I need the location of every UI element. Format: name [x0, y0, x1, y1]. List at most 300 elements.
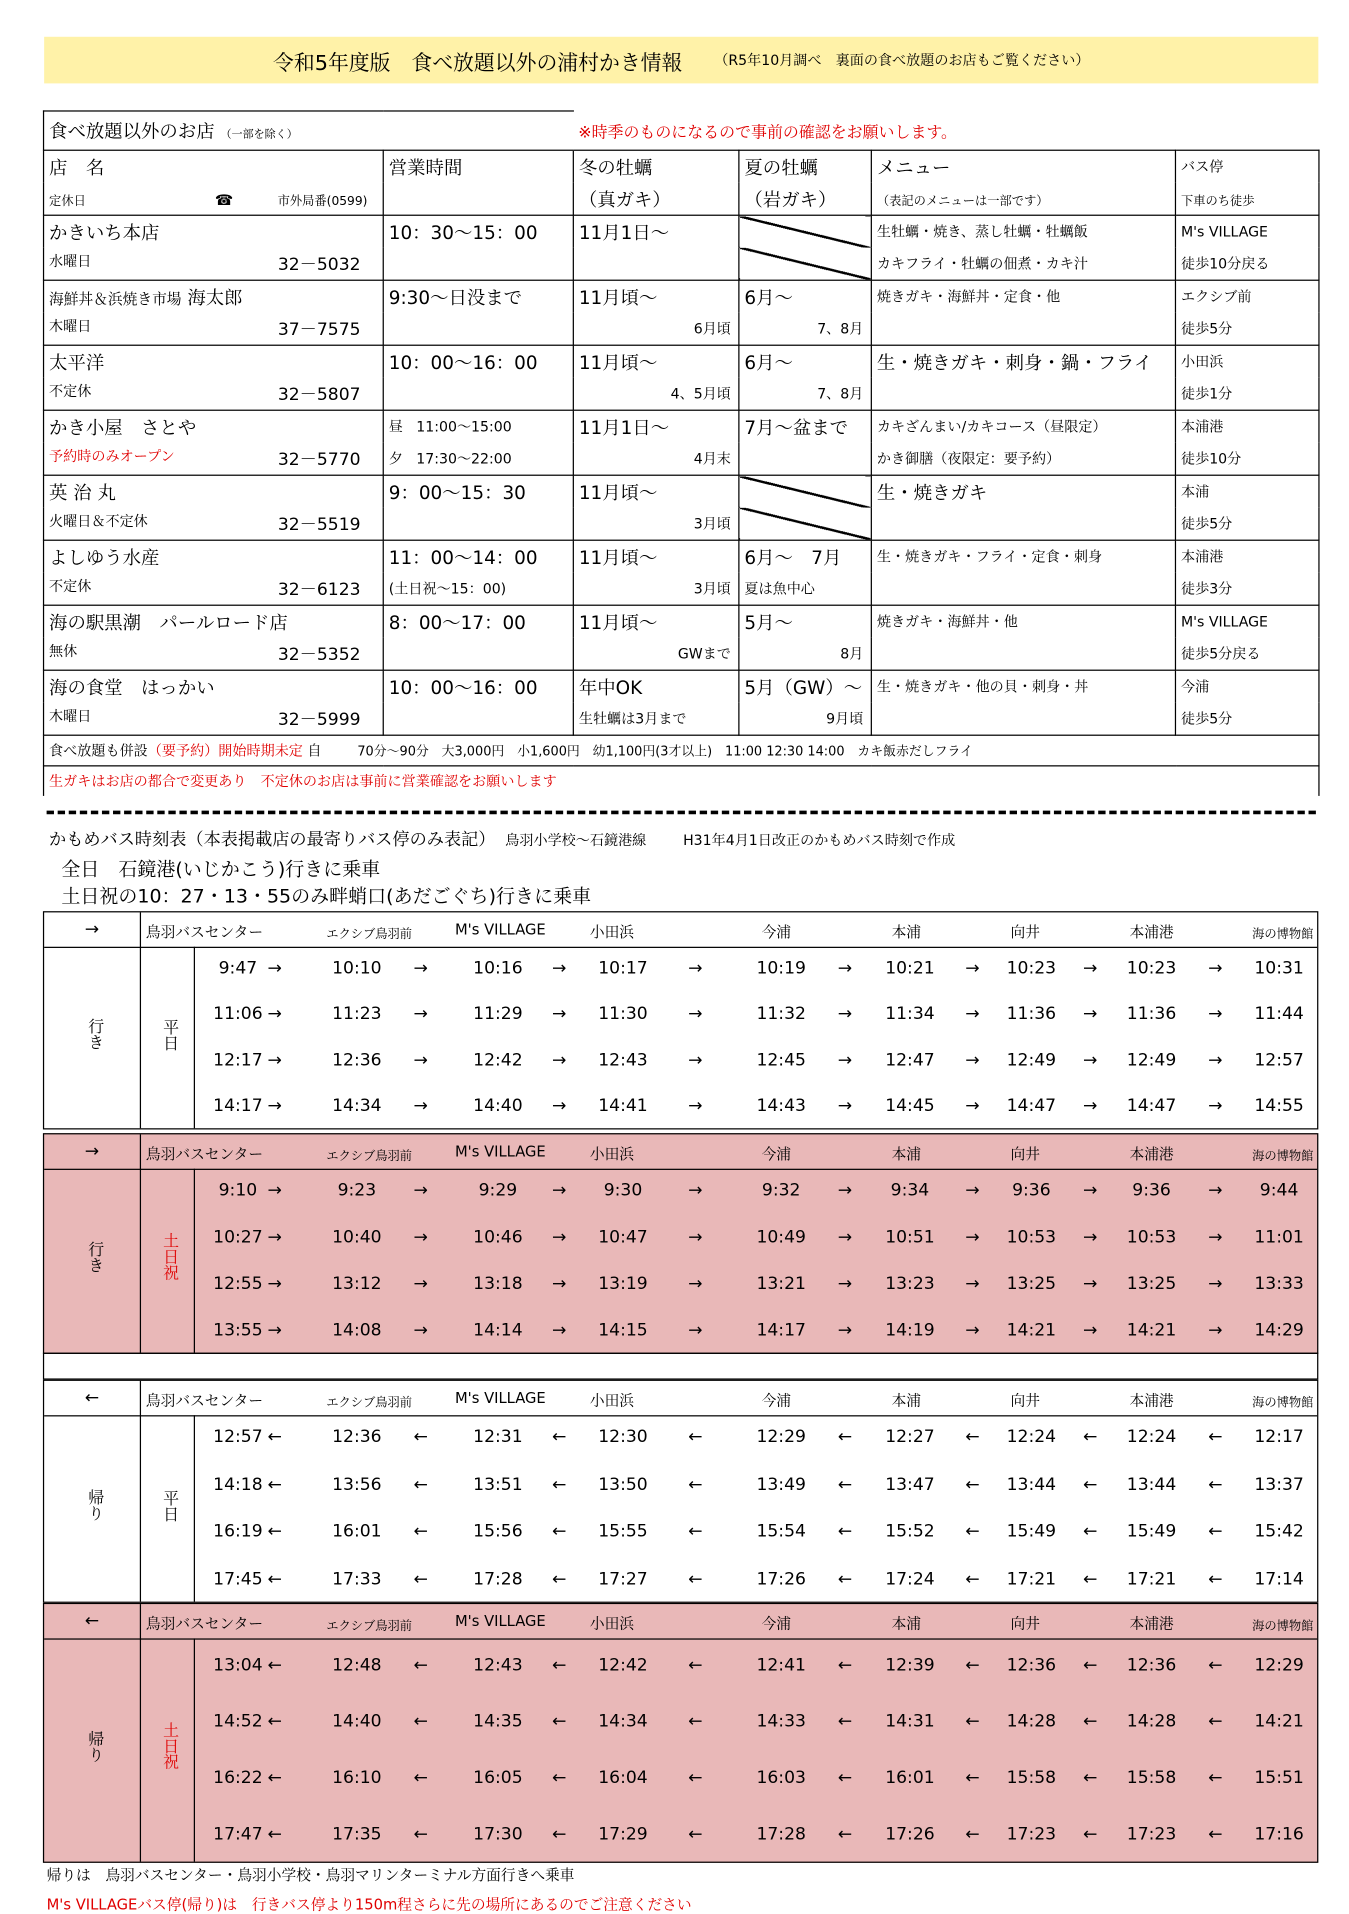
- shop-hours: 昼 11:00～15:00: [383, 410, 573, 442]
- departure-time: 10:16: [473, 958, 523, 979]
- departure-time: 10:23: [1126, 958, 1177, 979]
- arrow-icon: ←: [552, 1768, 567, 1789]
- arrow-icon: →: [965, 1050, 980, 1071]
- survey-note: （R5年10月調べ 裏面の食べ放題のお店もご覧ください）: [714, 51, 1090, 69]
- arrow-icon: →: [965, 1320, 980, 1341]
- shop-menu: 焼きガキ・海鮮丼・他: [871, 605, 1175, 637]
- bus-stop: 本浦港: [1175, 410, 1319, 442]
- departure-time: 11:30: [598, 1004, 648, 1025]
- departure-time: 14:14: [473, 1320, 523, 1341]
- bus-stop-header: 本浦: [891, 1615, 922, 1633]
- departure-time: 12:24: [1126, 1427, 1177, 1448]
- departure-time: 9:10: [218, 1180, 258, 1201]
- arrow-icon: ←: [413, 1427, 428, 1448]
- arrow-icon: →: [1083, 1274, 1098, 1294]
- arrow-icon: →: [413, 1004, 428, 1025]
- arrow-icon: ←: [267, 1569, 282, 1590]
- arrow-icon: ←: [965, 1522, 980, 1542]
- arrow-icon: ←: [1083, 1824, 1098, 1845]
- bus-stop: M's VILLAGE: [1175, 215, 1319, 247]
- bus-stop-header: 鳥羽バスセンター: [145, 1615, 264, 1633]
- arrow-icon: ←: [837, 1824, 853, 1845]
- summer-oyster-start: 5月（GW）～: [739, 670, 871, 702]
- departure-time: 17:27: [598, 1569, 648, 1590]
- arrow-icon: →: [267, 1180, 282, 1201]
- bus-timetable-title: かもめバス時刻表（本表掲載店の最寄りバス停のみ表記） 鳥羽小学校～石鏡港線 H31年4月1日改正のかもめバス時刻で作成: [49, 830, 956, 850]
- col-header-summer: 夏の牡蠣: [739, 150, 871, 182]
- arrow-icon: →: [837, 1096, 853, 1117]
- departure-time: 12:48: [332, 1655, 382, 1676]
- col-header-hours: 営業時間: [383, 150, 573, 182]
- direction-label: 帰り: [84, 1488, 104, 1521]
- bus-stop-header: 海の博物館: [1252, 1620, 1314, 1634]
- bus-stop: エクシブ前: [1175, 280, 1319, 312]
- shop-hours: 9:30～日没まで: [383, 280, 573, 312]
- arrow-icon: →: [688, 1004, 703, 1025]
- arrow-icon: ←: [965, 1768, 980, 1789]
- shop-name: 海の駅黒潮 パールロード店: [44, 605, 384, 637]
- bus-stop-header: エクシブ鳥羽前: [326, 1620, 413, 1634]
- departure-time: 12:17: [1254, 1427, 1304, 1448]
- arrow-icon: ←: [1208, 1711, 1223, 1732]
- departure-time: 11:29: [473, 1004, 523, 1025]
- arrow-icon: →: [837, 1274, 853, 1294]
- arrow-icon: ←: [1083, 1711, 1098, 1732]
- day-type-label: 平日: [159, 1019, 178, 1051]
- arrow-icon: →: [552, 1050, 567, 1071]
- departure-time: 10:19: [756, 958, 806, 979]
- departure-time: 15:42: [1254, 1522, 1304, 1542]
- shop-holiday-phone: 無休 32－5352: [44, 638, 384, 670]
- arrow-icon: →: [965, 1227, 980, 1248]
- departure-time: 14:18: [213, 1475, 263, 1495]
- departure-time: 13:25: [1126, 1274, 1177, 1294]
- shop-name: 海鮮丼＆浜焼き市場 海太郎: [44, 280, 384, 312]
- arrow-icon: →: [688, 1096, 703, 1117]
- departure-time: 16:03: [756, 1768, 806, 1789]
- summer-oyster-start: 6月～: [739, 345, 871, 377]
- shop-menu: 生・焼きガキ・他の貝・刺身・丼: [871, 670, 1175, 702]
- arrow-icon: ←: [1208, 1569, 1223, 1590]
- arrow-icon: →: [837, 1180, 853, 1201]
- arrow-icon: ←: [413, 1655, 428, 1676]
- arrow-icon: →: [965, 1004, 980, 1025]
- arrow-icon: →: [688, 1227, 703, 1248]
- departure-time: 10:21: [885, 958, 935, 979]
- departure-time: 16:10: [332, 1768, 382, 1789]
- shop-holiday-phone: 水曜日 32－5032: [44, 248, 384, 280]
- arrow-icon: ←: [1083, 1768, 1098, 1789]
- arrow-icon: →: [413, 1096, 428, 1117]
- departure-time: 16:05: [473, 1768, 523, 1789]
- bus-stop-header: 本浦: [891, 1391, 922, 1410]
- shop-menu: 生牡蠣・焼き、蒸し牡蠣・牡蠣飯: [871, 215, 1175, 247]
- arrow-icon: →: [267, 1227, 282, 1248]
- summer-oyster-start: 5月～: [739, 605, 871, 637]
- shop-name: 太平洋: [44, 345, 384, 377]
- bus-stop: 本浦: [1175, 475, 1319, 507]
- bus-stop-header: 今浦: [761, 1615, 792, 1633]
- arrow-icon: ←: [267, 1768, 282, 1789]
- arrow-icon: ←: [965, 1711, 980, 1732]
- arrow-icon: →: [1208, 1180, 1223, 1201]
- departure-time: 11:36: [1006, 1004, 1057, 1025]
- tabehoudai-note: 食べ放題も併設（要予約）開始時期未定 自 70分～90分 大3,000円 小1,600円 幼1,100円(3才以上) 11:00 12:30 14:00 カキ飯赤だしフライ: [44, 735, 1319, 766]
- arrow-icon: →: [1208, 1050, 1223, 1071]
- shop-menu: カキざんまい/カキコース（昼限定）: [871, 410, 1175, 442]
- arrow-icon: →: [1083, 1320, 1098, 1341]
- departure-time: 11:01: [1254, 1227, 1304, 1248]
- day-type-label: 平日: [159, 1490, 178, 1522]
- arrow-icon: →: [413, 1050, 428, 1071]
- summer-oyster-start: [739, 475, 871, 507]
- timetable-separator: [43, 1353, 1318, 1380]
- departure-time: 12:17: [213, 1050, 263, 1071]
- departure-time: 16:01: [332, 1522, 382, 1542]
- bus-timetable-return-weekday: [43, 1380, 1318, 1603]
- winter-oyster-start: 11月頃～: [573, 475, 739, 507]
- bus-stop-header: エクシブ鳥羽前: [326, 928, 413, 942]
- departure-time: 10:53: [1126, 1227, 1177, 1248]
- arrow-icon: ←: [688, 1768, 703, 1789]
- arrow-icon: →: [552, 1096, 567, 1117]
- bus-instruction-1: 全日 石鏡港(いじかこう)行きに乗車: [61, 858, 381, 881]
- shop-name: よしゆう水産: [44, 540, 384, 572]
- departure-time: 14:21: [1254, 1711, 1304, 1732]
- departure-time: 14:55: [1254, 1096, 1304, 1117]
- arrow-icon: →: [267, 1274, 282, 1294]
- departure-time: 12:55: [213, 1274, 263, 1294]
- bus-stop-header: 鳥羽バスセンター: [145, 1391, 264, 1410]
- arrow-icon: ←: [965, 1655, 980, 1676]
- departure-time: 14:35: [473, 1711, 523, 1732]
- departure-time: 14:17: [756, 1320, 806, 1341]
- arrow-icon: ←: [1208, 1427, 1223, 1448]
- departure-time: 14:21: [1126, 1320, 1177, 1341]
- arrow-icon: →: [1083, 1050, 1098, 1071]
- direction-arrow: →: [84, 919, 100, 940]
- departure-time: 13:25: [1006, 1274, 1057, 1294]
- bus-stop-header: 小田浜: [589, 1145, 635, 1163]
- departure-time: 14:29: [1254, 1320, 1304, 1341]
- arrow-icon: ←: [688, 1711, 703, 1732]
- arrow-icon: ←: [1083, 1475, 1098, 1495]
- departure-time: 10:51: [885, 1227, 935, 1248]
- winter-oyster-start: 年中OK: [573, 670, 739, 702]
- bus-stop: 本浦港: [1175, 540, 1319, 572]
- departure-time: 12:31: [473, 1427, 523, 1448]
- winter-oyster-start: 11月頃～: [573, 605, 739, 637]
- shop-hours: 10：30～15：00: [383, 215, 573, 247]
- departure-time: 10:40: [332, 1227, 382, 1248]
- arrow-icon: ←: [837, 1711, 853, 1732]
- page-title: 令和5年度版 食べ放題以外の浦村かき情報: [272, 50, 683, 76]
- col-header-name: 店 名: [44, 150, 384, 182]
- shop-hours: 8：00～17：00: [383, 605, 573, 637]
- departure-time: 16:22: [213, 1768, 263, 1789]
- departure-time: 15:54: [756, 1522, 806, 1542]
- bus-stop: M's VILLAGE: [1175, 605, 1319, 637]
- arrow-icon: →: [1083, 1227, 1098, 1248]
- departure-time: 13:47: [885, 1475, 935, 1495]
- bus-stop-header: 本浦港: [1129, 1391, 1174, 1410]
- arrow-icon: →: [267, 958, 282, 979]
- departure-time: 17:28: [756, 1824, 806, 1845]
- departure-time: 13:44: [1126, 1475, 1177, 1495]
- arrow-icon: →: [1208, 958, 1223, 979]
- departure-time: 12:49: [1126, 1050, 1177, 1071]
- departure-time: 11:23: [332, 1004, 382, 1025]
- arrow-icon: →: [1208, 1320, 1223, 1341]
- arrow-icon: ←: [1208, 1824, 1223, 1845]
- departure-time: 11:44: [1254, 1004, 1304, 1025]
- departure-time: 14:47: [1126, 1096, 1177, 1117]
- arrow-icon: ←: [965, 1569, 980, 1590]
- arrow-icon: →: [1208, 1227, 1223, 1248]
- departure-time: 14:34: [332, 1096, 382, 1117]
- shop-holiday-phone: 予約時のみオープン 32－5770: [44, 443, 384, 475]
- shop-holiday-phone: 木曜日 37－7575: [44, 313, 384, 345]
- departure-time: 10:10: [332, 958, 382, 979]
- arrow-icon: →: [837, 958, 853, 979]
- arrow-icon: →: [1208, 1004, 1223, 1025]
- bus-stop-header: 海の博物館: [1252, 1396, 1314, 1411]
- bus-stop-header: エクシブ鳥羽前: [326, 1150, 413, 1164]
- arrow-icon: ←: [688, 1475, 703, 1495]
- departure-time: 13:21: [756, 1274, 806, 1294]
- departure-time: 10:27: [213, 1227, 263, 1248]
- departure-time: 15:51: [1254, 1768, 1304, 1789]
- departure-time: 10:49: [756, 1227, 806, 1248]
- departure-time: 13:44: [1006, 1475, 1057, 1495]
- col-header-holiday: 定休日 ☎ 市外局番(0599): [44, 183, 384, 215]
- departure-time: 14:43: [756, 1096, 806, 1117]
- bus-stop-header: 海の博物館: [1252, 928, 1314, 942]
- departure-time: 17:45: [213, 1569, 263, 1590]
- departure-time: 14:33: [756, 1711, 806, 1732]
- departure-time: 13:49: [756, 1475, 806, 1495]
- arrow-icon: ←: [688, 1427, 703, 1448]
- shop-menu: 焼きガキ・海鮮丼・定食・他: [871, 280, 1175, 312]
- bus-stop: 小田浜: [1175, 345, 1319, 377]
- arrow-icon: →: [688, 1320, 703, 1341]
- arrow-icon: ←: [688, 1569, 703, 1590]
- arrow-icon: ←: [413, 1475, 428, 1495]
- departure-time: 14:34: [598, 1711, 648, 1732]
- departure-time: 14:31: [885, 1711, 935, 1732]
- bus-stop: 今浦: [1175, 670, 1319, 702]
- shop-hours: 9：00～15：30: [383, 475, 573, 507]
- arrow-icon: ←: [1083, 1427, 1098, 1448]
- departure-time: 17:21: [1126, 1569, 1177, 1590]
- arrow-icon: ←: [688, 1824, 703, 1845]
- departure-time: 12:39: [885, 1655, 935, 1676]
- arrow-icon: →: [552, 1227, 567, 1248]
- arrow-icon: →: [413, 1227, 428, 1248]
- arrow-icon: ←: [837, 1655, 853, 1676]
- phone-icon: ☎: [214, 190, 234, 208]
- bus-stop-header: 小田浜: [589, 1391, 635, 1410]
- direction-arrow: →: [84, 1141, 100, 1162]
- arrow-icon: ←: [1208, 1768, 1223, 1789]
- bus-stop-header: M's VILLAGE: [454, 1612, 546, 1630]
- arrow-icon: →: [837, 1227, 853, 1248]
- departure-time: 17:33: [332, 1569, 382, 1590]
- bus-stop-header: 向井: [1010, 923, 1040, 941]
- departure-time: 17:23: [1006, 1824, 1057, 1845]
- business-notice: 生ガキはお店の都合で変更あり 不定休のお店は事前に営業確認をお願いします: [44, 766, 1319, 796]
- arrow-icon: →: [965, 958, 980, 979]
- departure-time: 14:21: [1006, 1320, 1057, 1341]
- departure-time: 14:28: [1006, 1711, 1057, 1732]
- departure-time: 12:36: [332, 1427, 382, 1448]
- col-header-winter: 冬の牡蠣: [573, 150, 739, 182]
- bus-stop-header: 本浦: [891, 923, 922, 941]
- shop-hours: 10：00～16：00: [383, 670, 573, 702]
- arrow-icon: →: [413, 958, 428, 979]
- warning-text: ※時季のものになるので事前の確認をお願いします。: [578, 123, 958, 142]
- arrow-icon: ←: [552, 1569, 567, 1590]
- departure-time: 10:47: [598, 1227, 648, 1248]
- arrow-icon: ←: [1083, 1522, 1098, 1542]
- departure-time: 15:55: [598, 1522, 648, 1542]
- arrow-icon: ←: [837, 1569, 853, 1590]
- arrow-icon: ←: [552, 1711, 567, 1732]
- departure-time: 11:34: [885, 1004, 935, 1025]
- day-type-label: 土日祝: [159, 1721, 178, 1770]
- departure-time: 12:24: [1006, 1427, 1057, 1448]
- departure-time: 12:47: [885, 1050, 935, 1071]
- arrow-icon: ←: [965, 1824, 980, 1845]
- arrow-icon: →: [413, 1180, 428, 1201]
- bus-timetable-return-holiday: [43, 1603, 1318, 1863]
- bus-stop-header: 向井: [1010, 1615, 1040, 1633]
- bus-timetable-outbound-holiday: [43, 1133, 1318, 1354]
- departure-time: 13:51: [473, 1475, 523, 1495]
- departure-time: 15:49: [1006, 1522, 1057, 1542]
- arrow-icon: ←: [837, 1768, 853, 1789]
- departure-time: 14:15: [598, 1320, 648, 1341]
- bus-stop-header: 海の博物館: [1252, 1150, 1314, 1164]
- direction-label: 行き: [84, 1241, 104, 1273]
- departure-time: 11:36: [1126, 1004, 1177, 1025]
- winter-oyster-start: 11月1日～: [573, 410, 739, 442]
- arrow-icon: ←: [1208, 1522, 1223, 1542]
- departure-time: 10:23: [1006, 958, 1057, 979]
- departure-time: 14:52: [213, 1711, 263, 1732]
- arrow-icon: ←: [1083, 1569, 1098, 1590]
- arrow-icon: →: [413, 1274, 428, 1294]
- arrow-icon: →: [688, 1180, 703, 1201]
- shop-table: 食べ放題以外のお店 （一部を除く） ※時季のものになるので事前の確認をお願いします。 店 名 営業時間 冬の牡蠣 夏の牡蠣 メニュー バス停 定休日 ☎ 市外局番(0599) （真ガキ） （岩ガキ） （表記のメニューは一部です） 下車のち徒歩 かきいち本店 10：30～15：00 11月1日～ 生牡蠣・焼き、蒸し牡蠣・牡蠣飯 M's VILLAGE 水曜日 32－5032 カキフライ・牡蠣の佃煮・カキ汁 徒歩10分戻る 海鮮丼＆浜焼き市場 海太郎 9:30～日没まで 11月頃～ 6月～ 焼きガキ・海鮮丼・定食・他 エクシブ前 木曜日 37－7575 6月頃 7、8月 徒歩5分 太平洋 10：00～16：00 11月頃～ 6月～ 生・焼きガキ・刺身・鍋・フライ 小田浜 不定休 32－5807 4、5月頃 7、8月 徒歩1分 かき小屋 さとや 昼 11:00～15:00 11月1日～ 7月～盆まで カキざんまい/カキコース（昼限定） 本浦港 予約時のみオープン 32－5770 夕 17:30～22:00 4月末 かき御膳（夜限定：要予約） 徒歩10分 英 治 丸 9：00～15：30 11月頃～ 生・焼きガキ 本浦 火曜日＆不定休 32－5519 3月頃 徒歩5分 よしゆう水産 11：00～14：00 11月頃～ 6月～ 7月 生・焼きガキ・フライ・定食・刺身 本浦港 不定休 32－6123 (土日祝～15：00) 3月頃 夏は魚中心 徒歩3分 海の駅黒潮 パールロード店 8：00～17：00 11月頃～ 5月～ 焼きガキ・海鮮丼・他 M's VILLAGE 無休 32－5352 GWまで 8月 徒歩5分戻る 海の食堂 はっかい 10：00～16：00 年中OK 5月（GW）～ 生・焼きガキ・他の貝・刺身・丼 今浦 木曜日 32－5999 生牡蠣は3月まで 9月頃 徒歩5分 食べ放題も併設（要予約）開始時期未定 自 70分～90分 大3,000円 小1,600円 幼1,100円(3才以上) 11:00 12:30 14:00 カキ飯赤だしフライ 生ガキはお店の都合で変更あり 不定休のお店は事前に営業確認をお願いします: [43, 110, 1320, 796]
- bus-stop-header: 鳥羽バスセンター: [145, 1145, 264, 1163]
- departure-time: 9:30: [603, 1180, 643, 1201]
- direction-label: 行き: [84, 1017, 104, 1050]
- departure-time: 17:47: [213, 1824, 263, 1845]
- departure-time: 14:47: [1006, 1096, 1057, 1117]
- arrow-icon: ←: [413, 1824, 428, 1845]
- arrow-icon: →: [267, 1320, 282, 1341]
- departure-time: 15:49: [1126, 1522, 1177, 1542]
- departure-time: 12:43: [598, 1050, 648, 1071]
- departure-time: 11:32: [756, 1004, 806, 1025]
- bus-stop-header: 本浦港: [1129, 1145, 1174, 1163]
- arrow-icon: →: [552, 1274, 567, 1294]
- departure-time: 9:23: [337, 1180, 377, 1201]
- title-banner: [44, 37, 1318, 84]
- shop-menu: 生・焼きガキ・刺身・鍋・フライ: [871, 345, 1175, 377]
- departure-time: 12:45: [756, 1050, 806, 1071]
- departure-time: 12:49: [1006, 1050, 1057, 1071]
- arrow-icon: ←: [552, 1655, 567, 1676]
- departure-time: 14:28: [1126, 1711, 1177, 1732]
- departure-time: 14:45: [885, 1096, 935, 1117]
- arrow-icon: →: [267, 1096, 282, 1117]
- winter-oyster-start: 11月頃～: [573, 280, 739, 312]
- departure-time: 9:47: [218, 958, 258, 979]
- departure-time: 9:36: [1012, 1180, 1051, 1201]
- arrow-icon: ←: [552, 1522, 567, 1542]
- winter-oyster-start: 11月頃～: [573, 345, 739, 377]
- departure-time: 13:37: [1254, 1475, 1304, 1495]
- arrow-icon: ←: [413, 1522, 428, 1542]
- departure-time: 14:40: [473, 1096, 523, 1117]
- bus-stop-header: 本浦: [891, 1145, 922, 1163]
- col-header-menu: メニュー: [871, 150, 1175, 182]
- shop-holiday-phone: 火曜日＆不定休 32－5519: [44, 508, 384, 540]
- departure-time: 9:34: [890, 1180, 930, 1201]
- shop-holiday-phone: 木曜日 32－5999: [44, 703, 384, 735]
- arrow-icon: →: [688, 1050, 703, 1071]
- arrow-icon: →: [552, 1004, 567, 1025]
- arrow-icon: →: [552, 1180, 567, 1201]
- arrow-icon: →: [1208, 1274, 1223, 1294]
- arrow-icon: →: [267, 1050, 282, 1071]
- direction-label: 帰り: [84, 1730, 104, 1763]
- departure-time: 12:29: [1254, 1655, 1304, 1676]
- shop-holiday-phone: 不定休 32－5807: [44, 378, 384, 410]
- departure-time: 16:04: [598, 1768, 648, 1789]
- summer-oyster-start: 6月～ 7月: [739, 540, 871, 572]
- return-note: 帰りは 鳥羽バスセンター・鳥羽小学校・鳥羽マリンターミナル方面行きへ乗車: [46, 1866, 575, 1884]
- departure-time: 15:52: [885, 1522, 935, 1542]
- departure-time: 9:44: [1259, 1180, 1299, 1201]
- departure-time: 10:17: [598, 958, 648, 979]
- bus-stop-header: 今浦: [761, 923, 792, 941]
- departure-time: 12:30: [598, 1427, 648, 1448]
- shop-name: かきいち本店: [44, 215, 384, 247]
- departure-time: 16:19: [213, 1522, 263, 1542]
- arrow-icon: ←: [552, 1824, 567, 1845]
- bus-stop-header: 小田浜: [589, 1615, 635, 1633]
- shop-hours: 11：00～14：00: [383, 540, 573, 572]
- arrow-icon: ←: [413, 1711, 428, 1732]
- departure-time: 17:30: [473, 1824, 523, 1845]
- direction-arrow: ←: [84, 1611, 100, 1632]
- departure-time: 12:43: [473, 1655, 523, 1676]
- bus-stop-header: 向井: [1010, 1391, 1040, 1410]
- section-title: 食べ放題以外のお店 （一部を除く）: [44, 111, 574, 150]
- arrow-icon: ←: [267, 1824, 282, 1845]
- bus-stop-header: M's VILLAGE: [454, 1389, 546, 1407]
- departure-time: 14:19: [885, 1320, 935, 1341]
- departure-time: 9:32: [761, 1180, 801, 1201]
- arrow-icon: ←: [1083, 1655, 1098, 1676]
- summer-oyster-start: 7月～盆まで: [739, 410, 871, 442]
- shop-hours: 10：00～16：00: [383, 345, 573, 377]
- departure-time: 13:33: [1254, 1274, 1304, 1294]
- departure-time: 13:50: [598, 1475, 648, 1495]
